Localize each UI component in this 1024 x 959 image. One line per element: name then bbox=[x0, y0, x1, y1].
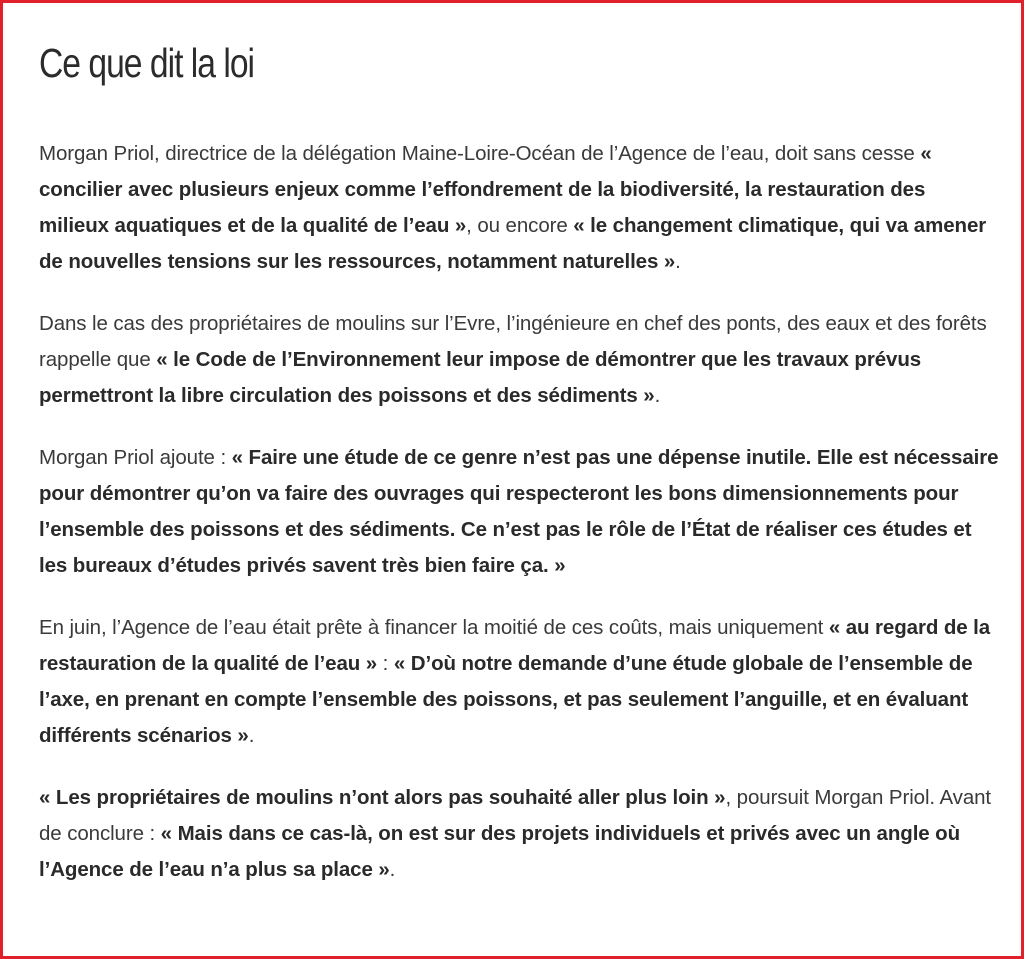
paragraph-5 bbox=[39, 780, 999, 888]
paragraph-3-text: Morgan Priol ajoute : bbox=[39, 446, 232, 469]
paragraph-4-text: : bbox=[377, 652, 394, 675]
paragraph-1-text: . bbox=[675, 250, 681, 273]
paragraph-2-text: . bbox=[654, 384, 661, 407]
paragraph-4-text: En juin, l’Agence de l’eau était prête à financer la moitié de ces coûts, mais uniquement bbox=[39, 616, 829, 639]
paragraph-5-text: , poursuit Morgan Priol. Avant de conclure : bbox=[39, 786, 992, 845]
paragraph-4 bbox=[39, 610, 999, 754]
paragraph-1 bbox=[39, 136, 999, 280]
paragraph-1-quote: « concilier avec plusieurs enjeux comme l’effondrement de la biodiversité, la restauration des milieux aquatiques et de la qualité de l’eau » bbox=[39, 142, 932, 237]
paragraph-1-quote: « le changement climatique, qui va amener de nouvelles tensions sur les ressources, notamment naturelles » bbox=[39, 214, 987, 273]
paragraph-3 bbox=[39, 440, 999, 584]
paragraph-1-text: Morgan Priol, directrice de la délégation Maine-Loire-Océan de l’Agence de l’eau, doit sans cesse bbox=[39, 142, 921, 165]
article-body bbox=[39, 35, 999, 914]
paragraph-4-quote: « D’où notre demande d’une étude globale de l’ensemble de l’axe, en prenant en compte l’ensemble des poissons, et pas seulement l’anguille, et en évaluant différents scénarios » bbox=[39, 652, 973, 747]
paragraph-4-quote: « au regard de la restauration de la qualité de l’eau » bbox=[39, 616, 991, 675]
paragraph-2-quote: « le Code de l’Environnement leur impose de démontrer que les travaux prévus permettront la libre circulation des poissons et des sédiments » bbox=[39, 348, 922, 407]
paragraph-3-quote: « Faire une étude de ce genre n’est pas une dépense inutile. Elle est nécessaire pour démontrer qu’on va faire des ouvrages qui respecteront les bons dimensionnements pour l’ensemble des poissons et des sédiments. Ce n’est pas le rôle de l’État de réaliser ces études et les bureaux d’études privés savent très bien faire ça. » bbox=[39, 446, 999, 577]
section-title: Ce que dit la loi bbox=[39, 40, 255, 86]
paragraph-5-quote: « Mais dans ce cas-là, on est sur des projets individuels et privés avec un angle où l’Agence de l’eau n’a plus sa place » bbox=[39, 822, 961, 881]
paragraph-2-text: Dans le cas des propriétaires de moulins sur l’Evre, l’ingénieure en chef des ponts, des eaux et des forêts rappelle que bbox=[39, 312, 987, 371]
paragraph-5-quote: « Les propriétaires de moulins n’ont alors pas souhaité aller plus loin » bbox=[39, 786, 726, 809]
paragraph-2 bbox=[39, 306, 999, 414]
paragraph-1-text: , ou encore bbox=[466, 214, 574, 237]
paragraph-5-text: . bbox=[389, 858, 396, 881]
paragraph-4-text: . bbox=[248, 724, 255, 747]
